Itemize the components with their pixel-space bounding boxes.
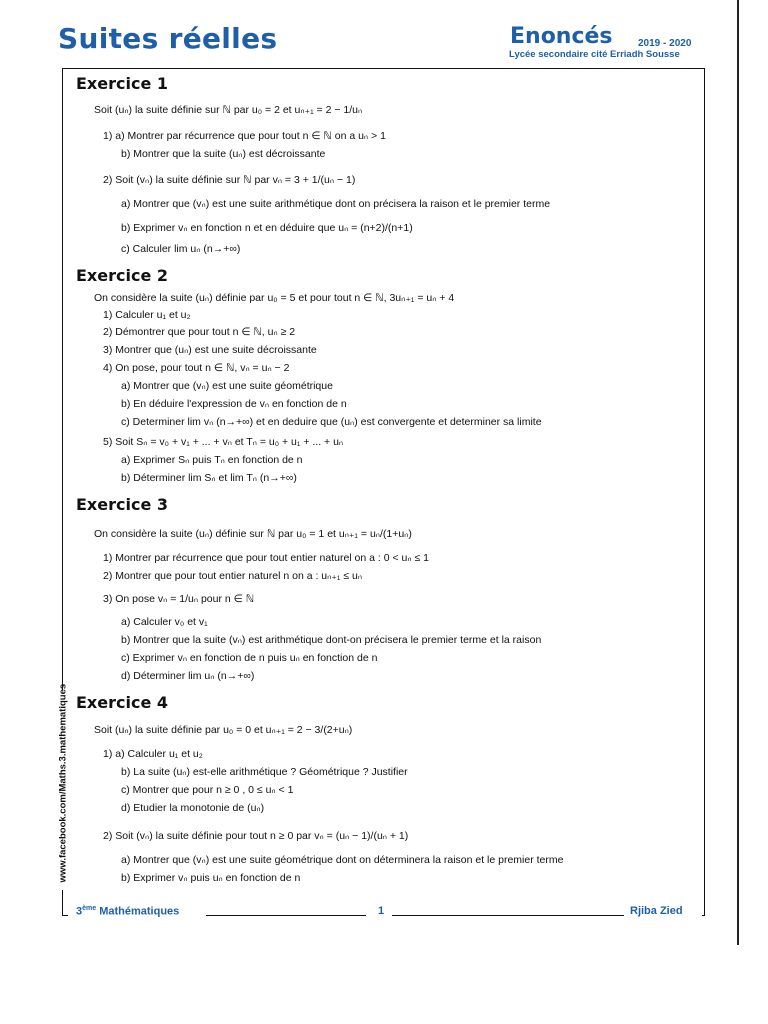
- ex1-q2: 2) Soit (vₙ) la suite définie sur ℕ par vₙ = 3 + 1/(uₙ − 1): [103, 174, 356, 186]
- ex2-q4c: c) Determiner lim vₙ (n→+∞) et en deduire que (uₙ) est convergente et determiner sa limite: [121, 416, 542, 428]
- ex2-intro: On considère la suite (uₙ) définie par u₀ = 5 et pour tout n ∈ ℕ, 3uₙ₊₁ = uₙ + 4: [94, 292, 455, 304]
- school-name: Lycée secondaire cité Erriadh Sousse: [509, 49, 680, 60]
- ex2-q1: 1) Calculer u₁ et u₂: [103, 309, 191, 321]
- ex2-q4a: a) Montrer que (vₙ) est une suite géométrique: [121, 380, 333, 392]
- exercise-3-title: Exercice 3: [76, 495, 168, 514]
- school-year: 2019 - 2020: [638, 38, 692, 49]
- ex4-intro: Soit (uₙ) la suite définie par u₀ = 0 et uₙ₊₁ = 2 − 3/(2+uₙ): [94, 724, 353, 736]
- side-url-band: [54, 683, 69, 890]
- ex4-q2: 2) Soit (vₙ) la suite définie pour tout n ≥ 0 par vₙ = (uₙ − 1)/(uₙ + 1): [103, 830, 409, 842]
- ex3-q3: 3) On pose vₙ = 1/uₙ pour n ∈ ℕ: [103, 593, 255, 605]
- ex2-q5a: a) Exprimer Sₙ puis Tₙ en fonction de n: [121, 454, 303, 466]
- ex1-q1a: 1) a) Montrer par récurrence que pour tout n ∈ ℕ on a uₙ > 1: [103, 130, 386, 142]
- ex3-q2: 2) Montrer que pour tout entier naturel n on a : uₙ₊₁ ≤ uₙ: [103, 570, 363, 582]
- ex1-q2c: c) Calculer lim uₙ (n→+∞): [121, 243, 241, 255]
- ex1-q2b: b) Exprimer vₙ en fonction n et en déduire que uₙ = (n+2)/(n+1): [121, 222, 413, 234]
- exercise-2-title: Exercice 2: [76, 266, 168, 285]
- footer-level: 3ème Mathématiques: [76, 905, 180, 918]
- section-label: Enoncés: [510, 24, 613, 49]
- ex3-q3b: b) Montrer que la suite (vₙ) est arithmétique dont-on précisera le premier terme et la raison: [121, 634, 542, 646]
- ex4-q1d: d) Etudier la monotonie de (uₙ): [121, 802, 265, 814]
- ex3-q3d: d) Déterminer lim uₙ (n→+∞): [121, 670, 255, 682]
- ex3-q3c: c) Exprimer vₙ en fonction de n puis uₙ en fonction de n: [121, 652, 378, 664]
- ex4-q1b: b) La suite (uₙ) est-elle arithmétique ? Géométrique ? Justifier: [121, 766, 408, 778]
- page-right-edge-line: [737, 0, 739, 945]
- ex4-q2a: a) Montrer que (vₙ) est une suite géométrique dont on déterminera la raison et le premier terme: [121, 854, 564, 866]
- ex4-q2b: b) Exprimer vₙ puis uₙ en fonction de n: [121, 872, 301, 884]
- ex2-q4: 4) On pose, pour tout n ∈ ℕ, vₙ = uₙ − 2: [103, 362, 290, 374]
- ex2-q5: 5) Soit Sₙ = v₀ + v₁ + ... + vₙ et Tₙ = u₀ + u₁ + ... + uₙ: [103, 436, 344, 448]
- ex4-q1a: 1) a) Calculer u₁ et u₂: [103, 748, 203, 760]
- ex3-intro: On considère la suite (uₙ) définie sur ℕ par u₀ = 1 et uₙ₊₁ = uₙ/(1+uₙ): [94, 528, 412, 540]
- ex2-q5b: b) Déterminer lim Sₙ et lim Tₙ (n→+∞): [121, 472, 297, 484]
- facebook-url: www.facebook.com/Maths.3.mathematiques: [57, 683, 69, 883]
- ex3-q1: 1) Montrer par récurrence que pour tout entier naturel on a : 0 < uₙ ≤ 1: [103, 552, 430, 564]
- document-title: Suites réelles: [58, 22, 278, 55]
- ex2-q3: 3) Montrer que (uₙ) est une suite décroissante: [103, 344, 317, 356]
- ex2-q4b: b) En déduire l'expression de vₙ en fonction de n: [121, 398, 347, 410]
- footer-author: Rjiba Zied: [630, 905, 683, 917]
- exercise-4-title: Exercice 4: [76, 693, 168, 712]
- ex1-q2a: a) Montrer que (vₙ) est une suite arithmétique dont on précisera la raison et le premier terme: [121, 198, 551, 210]
- ex4-q1c: c) Montrer que pour n ≥ 0 , 0 ≤ uₙ < 1: [121, 784, 294, 796]
- ex3-q3a: a) Calculer v₀ et v₁: [121, 616, 208, 628]
- exercise-1-title: Exercice 1: [76, 74, 168, 93]
- ex1-intro: Soit (uₙ) la suite définie sur ℕ par u₀ = 2 et uₙ₊₁ = 2 − 1/uₙ: [94, 104, 363, 116]
- ex1-q1b: b) Montrer que la suite (uₙ) est décroissante: [121, 148, 326, 160]
- page-number: 1: [378, 905, 385, 917]
- ex2-q2: 2) Démontrer que pour tout n ∈ ℕ, uₙ ≥ 2: [103, 326, 296, 338]
